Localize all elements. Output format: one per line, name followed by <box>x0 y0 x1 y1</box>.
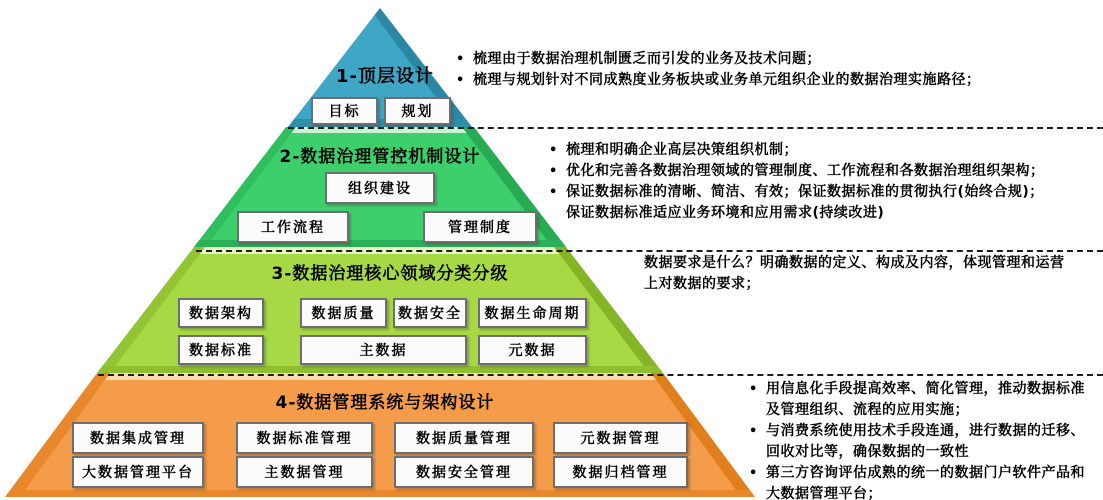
note-item: • 梳理与规划针对不同成熟度业务板块或业务单元组织企业的数据治理实施路径； <box>452 70 1072 91</box>
level-1-notes <box>452 49 1072 91</box>
separator-level-2-3 <box>196 250 1103 252</box>
level-4-notes <box>745 379 1097 500</box>
box-organization-building[interactable]: 组织建设 <box>325 172 435 204</box>
box-master-data[interactable]: 主数据 <box>300 335 467 365</box>
box-data-standard-mgmt[interactable]: 数据标准管理 <box>236 422 373 454</box>
box-data-lifecycle[interactable]: 数据生命周期 <box>478 298 587 328</box>
box-bigdata-platform[interactable]: 大数据管理平台 <box>72 456 204 488</box>
box-data-standard[interactable]: 数据标准 <box>178 335 264 365</box>
box-data-quality-mgmt[interactable]: 数据质量管理 <box>394 422 534 454</box>
box-data-security[interactable]: 数据安全 <box>393 298 467 328</box>
level-1-front-edge <box>0 119 1103 127</box>
note-item: • 与消费系统使用技术手段连通，进行数据的迁移、回收对比等，确保数据的一致性 <box>745 421 1097 463</box>
level-3-front-edge <box>0 366 1103 373</box>
level-3-notes <box>644 253 1072 295</box>
box-data-archive-mgmt[interactable]: 数据归档管理 <box>553 456 688 488</box>
level-2-title: 2-数据治理管控机制设计 <box>279 147 481 167</box>
box-data-integration-mgmt[interactable]: 数据集成管理 <box>72 422 204 454</box>
note-item: • 用信息化手段提高效率、简化管理，推动数据标准及管理组织、流程的应用实施； <box>745 379 1097 421</box>
note-item: • 梳理和明确企业高层决策组织机制； <box>545 140 1057 161</box>
level-2-notes <box>545 140 1057 224</box>
note-item: • 第三方咨询评估成熟的统一的数据门户软件产品和大数据管理平台； <box>745 463 1097 500</box>
note-item: • 保证数据标准的清晰、简洁、有效；保证数据标准的贯彻执行(始终合规)；保证数据标准适应业务环境和应用需求(持续改进) <box>545 182 1057 224</box>
separator-level-3-4 <box>98 374 1103 376</box>
box-planning[interactable]: 规划 <box>384 97 451 125</box>
box-work-process[interactable]: 工作流程 <box>237 211 349 243</box>
box-management-system[interactable]: 管理制度 <box>423 211 537 243</box>
level-4-title: 4-数据管理系统与架构设计 <box>275 393 495 413</box>
box-metadata-mgmt[interactable]: 元数据管理 <box>553 422 688 454</box>
box-data-security-mgmt[interactable]: 数据安全管理 <box>394 456 534 488</box>
box-data-architecture[interactable]: 数据架构 <box>178 298 264 328</box>
box-data-quality[interactable]: 数据质量 <box>300 298 387 328</box>
box-master-data-mgmt[interactable]: 主数据管理 <box>236 456 373 488</box>
separator-level-1-2 <box>288 127 1103 129</box>
note-item: 数据要求是什么？明确数据的定义、构成及内容，体现管理和运营上对数据的要求； <box>644 255 1065 292</box>
note-item: • 梳理由于数据治理机制匮乏而引发的业务及技术问题； <box>452 49 1072 70</box>
box-metadata[interactable]: 元数据 <box>478 335 587 365</box>
level-1-title: 1-顶层设计 <box>336 66 434 87</box>
note-item: • 优化和完善各数据治理领域的管理制度、工作流程和各数据治理组织架构； <box>545 161 1057 182</box>
box-goal[interactable]: 目标 <box>311 97 378 125</box>
level-3-title: 3-数据治理核心领域分类分级 <box>271 264 509 284</box>
level-2-front-edge <box>0 240 1103 247</box>
